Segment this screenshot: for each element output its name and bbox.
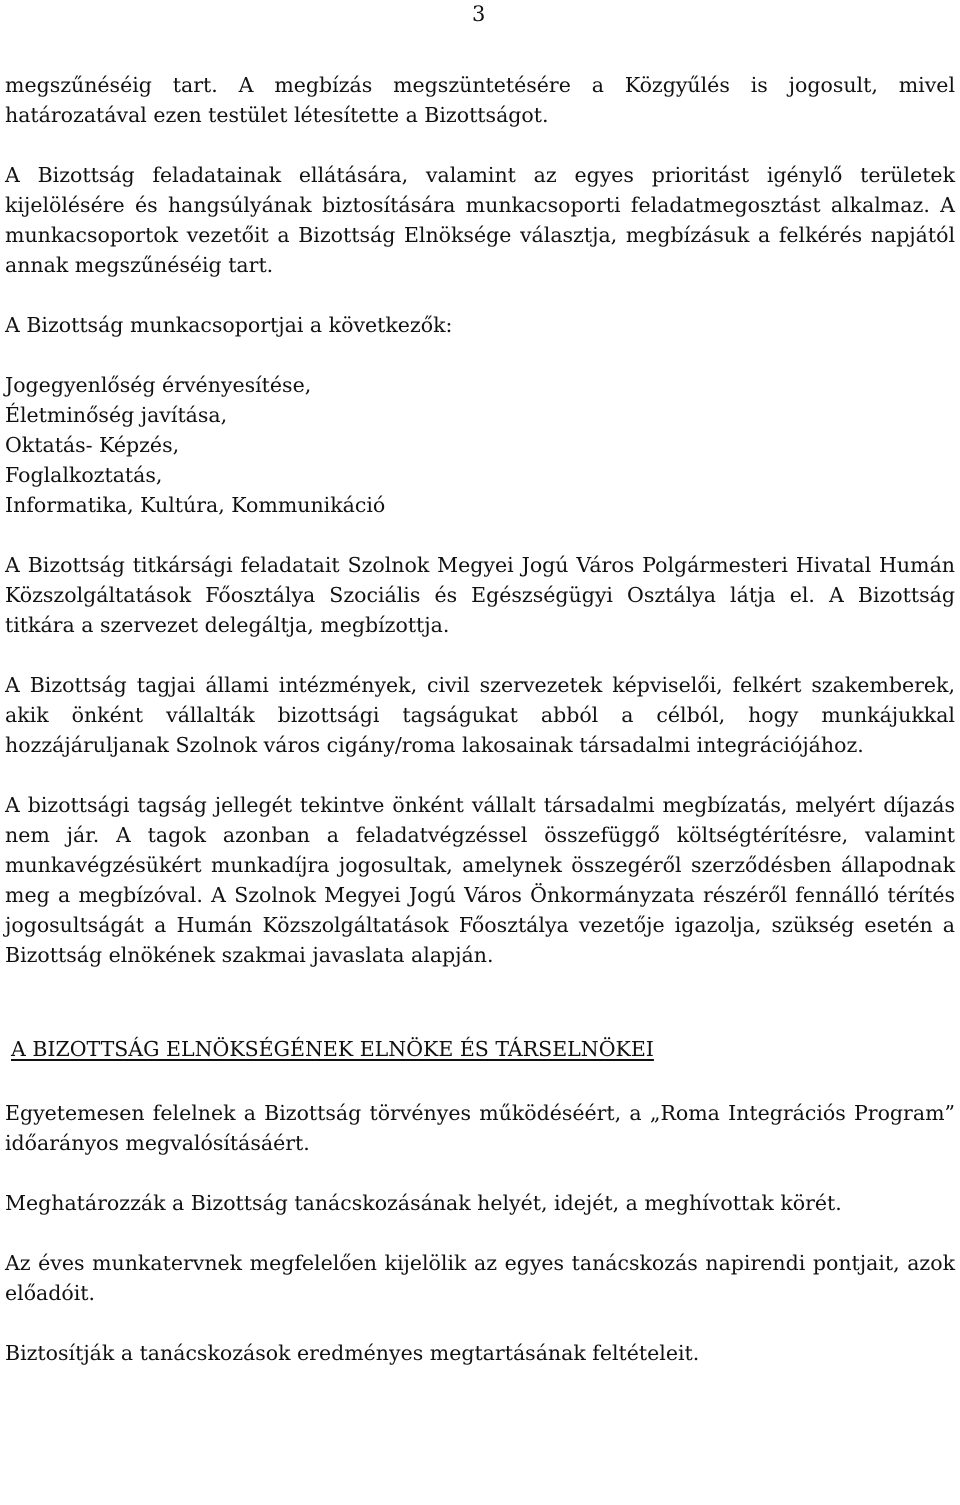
section-spacer	[5, 970, 955, 1034]
document-body	[5, 70, 955, 1368]
list-item: Oktatás- Képzés,	[5, 433, 180, 457]
paragraph-secretariat: A Bizottság titkársági feladatait Szolnok Megyei Jogú Város Polgármesteri Hivatal Humán Közszolgáltatások Főosztálya Szociális és Egészségügyi Osztálya látja el. A Bizottság titkára a szervezet delegáltja, megbízottja.	[5, 553, 955, 637]
list-item: Jogegyenlőség érvényesítése,	[5, 373, 312, 397]
paragraph-working-groups-intro: A Bizottság feladatainak ellátására, valamint az egyes prioritást igénylő területek kijelölésére és hangsúlyának biztosítására munkacsoporti feladatmegosztást alkalmaz. A munkacsoportok vezetőit a Bizottság Elnöksége választja, megbízásuk a felkérés napjától annak megszűnéséig tart.	[5, 163, 955, 277]
paragraph-membership-nature: A bizottsági tagság jellegét tekintve önként vállalt társadalmi megbízatás, melyért díjazás nem jár. A tagok azonban a feladatvégzéssel összefüggő költségtérítésre, valamint munkavégzésükért munkadíjra jogosultak, amelynek összegéről szerződésben állapodnak meg a megbízóval. A Szolnok Megyei Jogú Város Önkormányzata részéről fennálló térítés jogosultságát a Humán Közszolgáltatások Főosztálya vezetője igazolja, szükség esetén a Bizottság elnökének szakmai javaslata alapján.	[5, 793, 955, 967]
paragraph-responsibility: Egyetemesen felelnek a Bizottság törvényes működéséért, a „Roma Integrációs Program” időarányos megvalósításáért.	[5, 1101, 955, 1155]
paragraph-conditions: Biztosítják a tanácskozások eredményes megtartásának feltételeit.	[5, 1341, 700, 1365]
list-item: Informatika, Kultúra, Kommunikáció	[5, 493, 386, 517]
heading-spacer	[5, 1064, 955, 1098]
paragraph-meeting-details: Meghatározzák a Bizottság tanácskozásának helyét, idejét, a meghívottak körét.	[5, 1191, 842, 1215]
paragraph-agenda: Az éves munkatervnek megfelelően kijelölik az egyes tanácskozás napirendi pontjait, azok előadóit.	[5, 1251, 955, 1305]
page-number: 3	[472, 2, 486, 26]
paragraph-members: A Bizottság tagjai állami intézmények, civil szervezetek képviselői, felkért szakemberek, akik önként vállalták bizottsági tagságukat abból a célból, hogy munkájukkal hozzájáruljanak Szolnok város cigány/roma lakosainak társadalmi integrációjához.	[5, 673, 955, 757]
section-heading: A BIZOTTSÁG ELNÖKSÉGÉNEK ELNÖKE ÉS TÁRSELNÖKEI	[11, 1037, 654, 1061]
working-groups-list	[5, 370, 955, 520]
paragraph-working-groups-heading: A Bizottság munkacsoportjai a következők:	[5, 313, 453, 337]
paragraph-mandate-end: megszűnéséig tart. A megbízás megszüntetésére a Közgyűlés is jogosult, mivel határozatával ezen testület létesítette a Bizottságot.	[5, 73, 955, 127]
list-item: Foglalkoztatás,	[5, 463, 163, 487]
list-item: Életminőség javítása,	[5, 403, 228, 427]
